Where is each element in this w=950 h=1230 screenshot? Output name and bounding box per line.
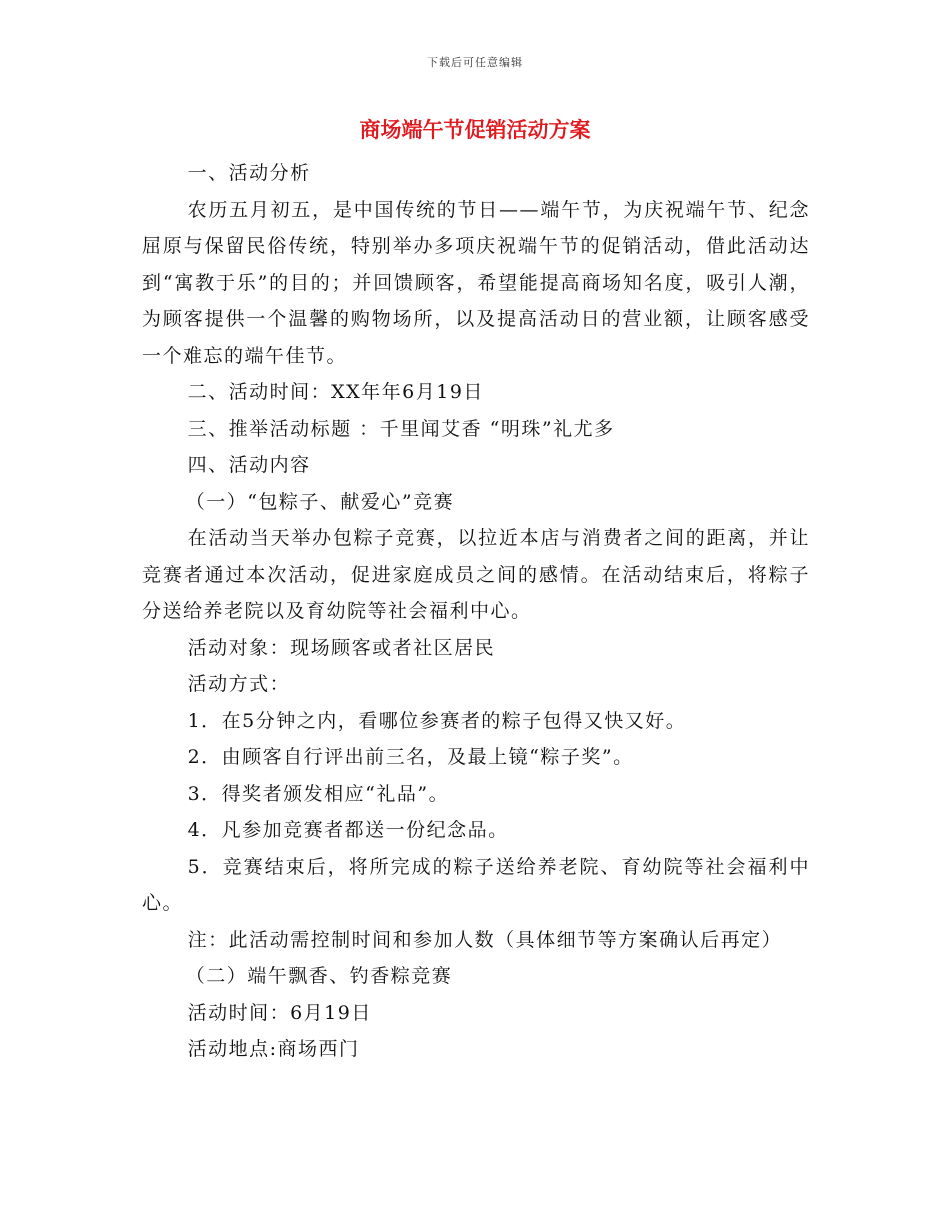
section-activity-time: 二、活动时间：XX年年6月19日 [187, 381, 484, 403]
header-note: 下载后可任意编辑 [427, 56, 523, 69]
subsection-heading-fishing-contest: （二）端午飘香、钓香粽竞赛 [185, 965, 453, 987]
subsection-heading-zongzi-contest: （一）“包粽子、献爱心”竞赛 [185, 490, 455, 513]
list-item: 5．竞赛结束后，将所完成的粽子送给养老院、育幼院等社会福利中心。 [142, 855, 810, 914]
activity-location-line: 活动地点:商场西门 [187, 1038, 360, 1060]
activity-target-line: 活动对象：现场顾客或者社区居民 [187, 636, 496, 659]
activity-method-label: 活动方式： [187, 673, 291, 695]
activity-time-line: 活动时间：6月19日 [187, 1001, 372, 1024]
section-heading-analysis: 一、活动分析 [187, 162, 311, 184]
list-item: 3．得奖者颁发相应“礼品”。 [187, 782, 450, 805]
list-item: 2．由顾客自行评出前三名，及最上镜“粽子奖”。 [187, 746, 634, 768]
list-item: 1．在5分钟之内，看哪位参赛者的粽子包得又快又好。 [187, 709, 687, 732]
section-heading-content: 四、活动内容 [187, 454, 311, 476]
analysis-paragraph: 农历五月初五，是中国传统的节日——端午节，为庆祝端午节、纪念屈原与保留民俗传统，特别举办多项庆祝端午节的促销活动，借此活动达到“寓教于乐”的目的；并回馈顾客，希望能提高商场知名度，吸引人潮，为顾客提供一个温馨的购物场所，以及提高活动日的营业额，让顾客感受一个难忘的端午佳节。 [142, 198, 810, 367]
note-paragraph: 注：此活动需控制时间和参加人数（具体细节等方案确认后再定） [187, 928, 783, 951]
document-title: 商场端午节促销活动方案 [359, 118, 591, 142]
contest-description-paragraph: 在活动当天举办包粽子竞赛，以拉近本店与消费者之间的距离，并让竞赛者通过本次活动，促进家庭成员之间的感情。在活动结束后，将粽子分送给养老院以及育幼院等社会福利中心。 [142, 527, 810, 622]
list-item: 4．凡参加竞赛者都送一份纪念品。 [187, 819, 509, 841]
section-activity-title: 三、推举活动标题 ：千里闻艾香 “明珠”礼尤多 [187, 417, 615, 440]
document-body [142, 155, 810, 1068]
